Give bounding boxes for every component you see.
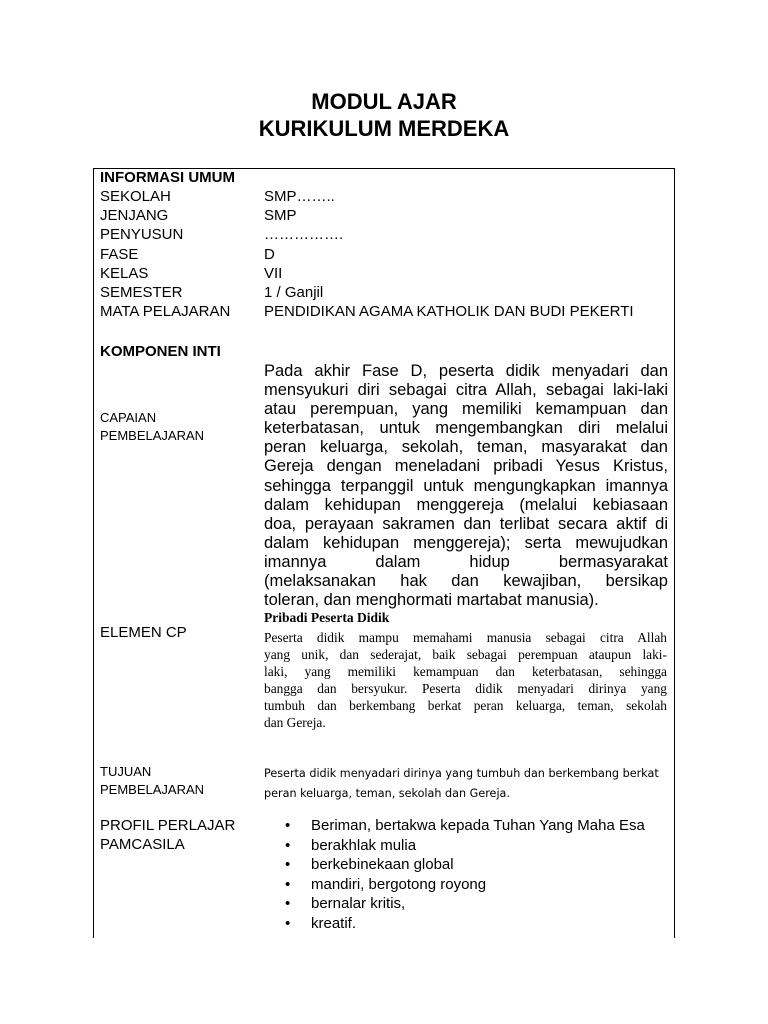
tujuan-text <box>264 764 674 804</box>
elemen-cp-label: ELEMEN CP <box>100 624 187 641</box>
jenjang-value: SMP <box>264 207 297 224</box>
list-item-text: berakhlak mulia <box>311 836 417 854</box>
elemen-line: dan Gereja. <box>264 715 326 730</box>
list-item <box>285 855 645 875</box>
capaian-label-line-2: PEMBELAJARAN <box>100 428 205 443</box>
fase-label: FASE <box>100 246 139 263</box>
elemen-line: yang unik, dan sederajat, baik sebagai perempuan ataupun laki- <box>264 647 667 662</box>
mata-pelajaran-value: PENDIDIKAN AGAMA KATHOLIK DAN BUDI PEKERTI <box>264 303 634 320</box>
capaian-line: sehingga terpanggil untuk mengungkapkan imannya <box>264 476 668 495</box>
capaian-line: atau perempuan, yang memiliki kemampuan dan <box>264 400 668 419</box>
kelas-label: KELAS <box>100 265 149 282</box>
profil-list <box>285 816 645 933</box>
semester-value: 1 / Ganjil <box>264 284 324 301</box>
tujuan-label-line-2: PEMBELAJARAN <box>100 782 205 797</box>
capaian-line: mensyukuri diri sebagai citra Allah, sebagai laki-laki <box>264 381 668 400</box>
list-item-text: bernalar kritis, <box>311 895 406 912</box>
bullet-icon: • <box>285 856 291 873</box>
bullet-icon: • <box>285 836 291 854</box>
penyusun-value: ……………. <box>264 226 344 243</box>
elemen-line: laki, yang memiliki kemampuan dan keterbatasan, sehingga <box>264 664 667 679</box>
list-item-text: Beriman, bertakwa kepada Tuhan Yang Maha Esa <box>311 817 645 834</box>
semester-label: SEMESTER <box>100 284 183 301</box>
mata-pelajaran-label: MATA PELAJARAN <box>100 303 231 320</box>
capaian-line: dalam kehidupan menggereja (melalui kebiasaan <box>264 495 668 514</box>
capaian-text <box>264 362 668 610</box>
elemen-text <box>264 629 667 731</box>
capaian-line: keterbatasan, untuk mengembangkan diri melalui <box>264 419 668 438</box>
kelas-value: VII <box>264 265 283 282</box>
capaian-line: toleran, dan menghormati martabat manusia). <box>264 591 599 610</box>
tujuan-label-line-1: TUJUAN <box>100 764 152 779</box>
profil-label-line-1: PROFIL PERLAJAR <box>100 817 236 834</box>
profil-label-line-2: PAMCASILA <box>100 836 185 853</box>
capaian-line: Pada akhir Fase D, peserta didik menyadari dan <box>264 362 668 380</box>
list-item-text: mandiri, bergotong royong <box>311 875 487 893</box>
tujuan-line: Peserta didik menyadari dirinya yang tumbuh dan berkembang berkat <box>264 767 659 780</box>
elemen-line: tumbuh dan berkembang berkat peran keluarga, teman, sekolah <box>264 698 667 713</box>
capaian-line: Gereja dengan meneladani pribadi Yesus Kristus, <box>264 457 668 476</box>
tujuan-line: peran keluarga, teman, sekolah dan Gereja. <box>264 787 510 800</box>
jenjang-label: JENJANG <box>100 207 169 224</box>
list-item <box>285 914 645 934</box>
list-item <box>285 875 645 895</box>
capaian-line: dalam kehidupan menggereja); serta mewujudkan <box>264 533 668 552</box>
capaian-line: doa, perayaan sakramen dan terlibat secara aktif di <box>264 514 668 533</box>
komponen-inti-heading: KOMPONEN INTI <box>100 343 221 360</box>
list-item <box>285 836 645 856</box>
informasi-umum-heading: INFORMASI UMUM <box>100 169 235 186</box>
elemen-line: Peserta didik mampu memahami manusia sebagai citra Allah <box>264 630 667 645</box>
penyusun-label: PENYUSUN <box>100 226 184 243</box>
page-title-line-2: KURIKULUM MERDEKA <box>258 116 510 141</box>
capaian-line: peran keluarga, sekolah, teman, masyarakat dan <box>264 438 668 457</box>
bullet-icon: • <box>285 895 291 912</box>
bullet-icon: • <box>285 914 291 932</box>
bullet-icon: • <box>285 875 291 893</box>
list-item <box>285 816 645 836</box>
elemen-title: Pribadi Peserta Didik <box>264 610 390 625</box>
list-item-text: kreatif. <box>311 914 357 932</box>
list-item <box>285 894 645 914</box>
bullet-icon: • <box>285 817 291 834</box>
sekolah-label: SEKOLAH <box>100 188 171 205</box>
list-item-text: berkebinekaan global <box>311 856 454 873</box>
capaian-line: (melaksanakan hak dan kewajiban, bersikap <box>264 572 668 591</box>
page-title-line-1: MODUL AJAR <box>311 89 457 114</box>
sekolah-value: SMP…….. <box>264 188 335 205</box>
capaian-label-line-1: CAPAIAN <box>100 410 157 425</box>
capaian-line: imannya dalam hidup bermasyarakat <box>264 552 668 571</box>
fase-value: D <box>264 246 275 263</box>
elemen-line: bangga dan bersyukur. Peserta didik menyadari dirinya yang <box>264 681 667 696</box>
